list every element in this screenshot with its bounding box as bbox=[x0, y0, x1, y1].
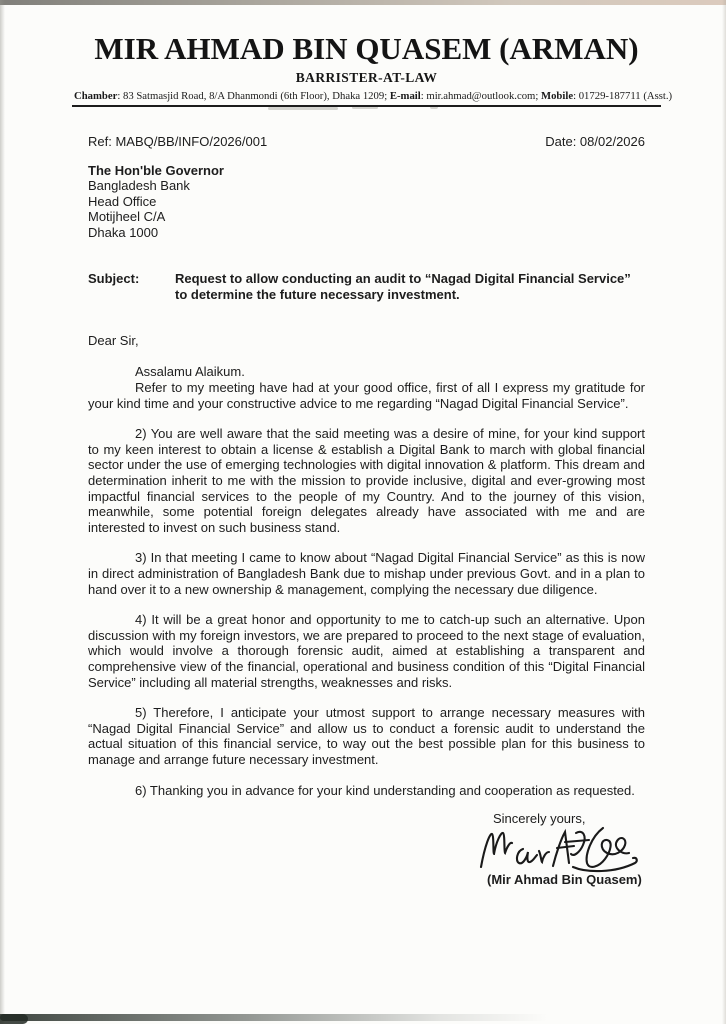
email-address: : mir.ahmad@outlook.com; bbox=[420, 89, 541, 102]
ref-number: Ref: MABQ/BB/INFO/2026/001 bbox=[88, 133, 268, 149]
recipient-line: Dhaka 1000 bbox=[88, 224, 159, 240]
body-paragraph: 2) You are well aware that the said meeting was a desire of mine, for your kind support to my keen interest to obtain a license & establish a Digital Bank to march with global financial sector under the use of emerging technologies with digital innovation & platform. This dream and determination inherit to me with the mission to provide inclusive, digital and ever-growing most impactful financial services to the people of my Country. And to the journey of this vision, meanwhile, some potential foreign delegates already have associated with me and are interested to invest on such business stand. bbox=[88, 426, 645, 535]
chamber-label: Chamber bbox=[74, 89, 118, 102]
letterhead-divider bbox=[72, 105, 661, 107]
chamber-address: : 83 Satmasjid Road, 8/A Dhanmondi (6th Floor), Dhaka 1209; bbox=[117, 89, 390, 102]
recipient-line: Head Office bbox=[88, 193, 157, 209]
salutation: Dear Sir, bbox=[88, 333, 139, 349]
letter-date: Date: 08/02/2026 bbox=[545, 133, 645, 149]
signatory-name: (Mir Ahmad Bin Quasem) bbox=[487, 872, 642, 888]
closing-block bbox=[487, 811, 645, 887]
recipient-line: Bangladesh Bank bbox=[88, 178, 190, 194]
handwritten-signature-icon bbox=[477, 820, 645, 876]
subject-label: Subject: bbox=[88, 271, 140, 287]
body-paragraph: Refer to my meeting have had at your good office, first of all I express my gratitude for your kind time and your constructive advice to me regarding “Nagad Digital Financial Service”. bbox=[88, 380, 645, 411]
letterhead-contact-line bbox=[74, 89, 673, 102]
subject-text: Request to allow conducting an audit to “Nagad Digital Financial Service” to determine the future necessary investment. bbox=[175, 271, 631, 303]
ref-date-row bbox=[88, 134, 645, 149]
valediction: Sincerely yours, bbox=[493, 811, 586, 827]
letterhead-profession: BARRISTER-AT-LAW bbox=[295, 69, 438, 85]
letterhead-name: MIR AHMAD BIN QUASEM (ARMAN) bbox=[94, 31, 639, 66]
letterhead bbox=[74, 31, 673, 107]
body-paragraph: 4) It will be a great honor and opportunity to me to catch-up such an alternative. Upon discussion with my foreign investors, we are prepared to proceed to the next stage of evaluation, which would involve a thorough forensic audit, aimed at establishing a transparent and comprehensive view of the financial, operational and business condition of this “Digital Financial Service” including all material strengths, weaknesses and risks. bbox=[88, 612, 645, 690]
recipient-line: The Hon'ble Governor bbox=[88, 162, 224, 178]
greeting-line: Assalamu Alaikum. bbox=[135, 364, 245, 380]
recipient-line: Motijheel C/A bbox=[88, 209, 166, 225]
email-label: E-mail bbox=[389, 89, 421, 102]
subject-line bbox=[88, 271, 645, 303]
body-paragraph: 5) Therefore, I anticipate your utmost support to arrange necessary measures with “Nagad Digital Financial Service” and allow us to conduct a forensic audit to understand the actual situation of this financial service, to way out the best possible plan for this business to manage and arrange future necessary investment. bbox=[88, 705, 645, 767]
mobile-label: Mobile bbox=[541, 89, 574, 102]
body-paragraph: 3) In that meeting I came to know about “Nagad Digital Financial Service” as this is now in direct administration of Bangladesh Bank due to mishap under previous Govt. and in a plan to hand over it to a new ownership & management, complying the necessary due diligence. bbox=[88, 550, 645, 597]
body-paragraph: 6) Thanking you in advance for your kind understanding and cooperation as requested. bbox=[135, 782, 635, 798]
mobile-number: : 01729-187711 (Asst.) bbox=[573, 89, 673, 102]
recipient-address bbox=[88, 163, 645, 241]
